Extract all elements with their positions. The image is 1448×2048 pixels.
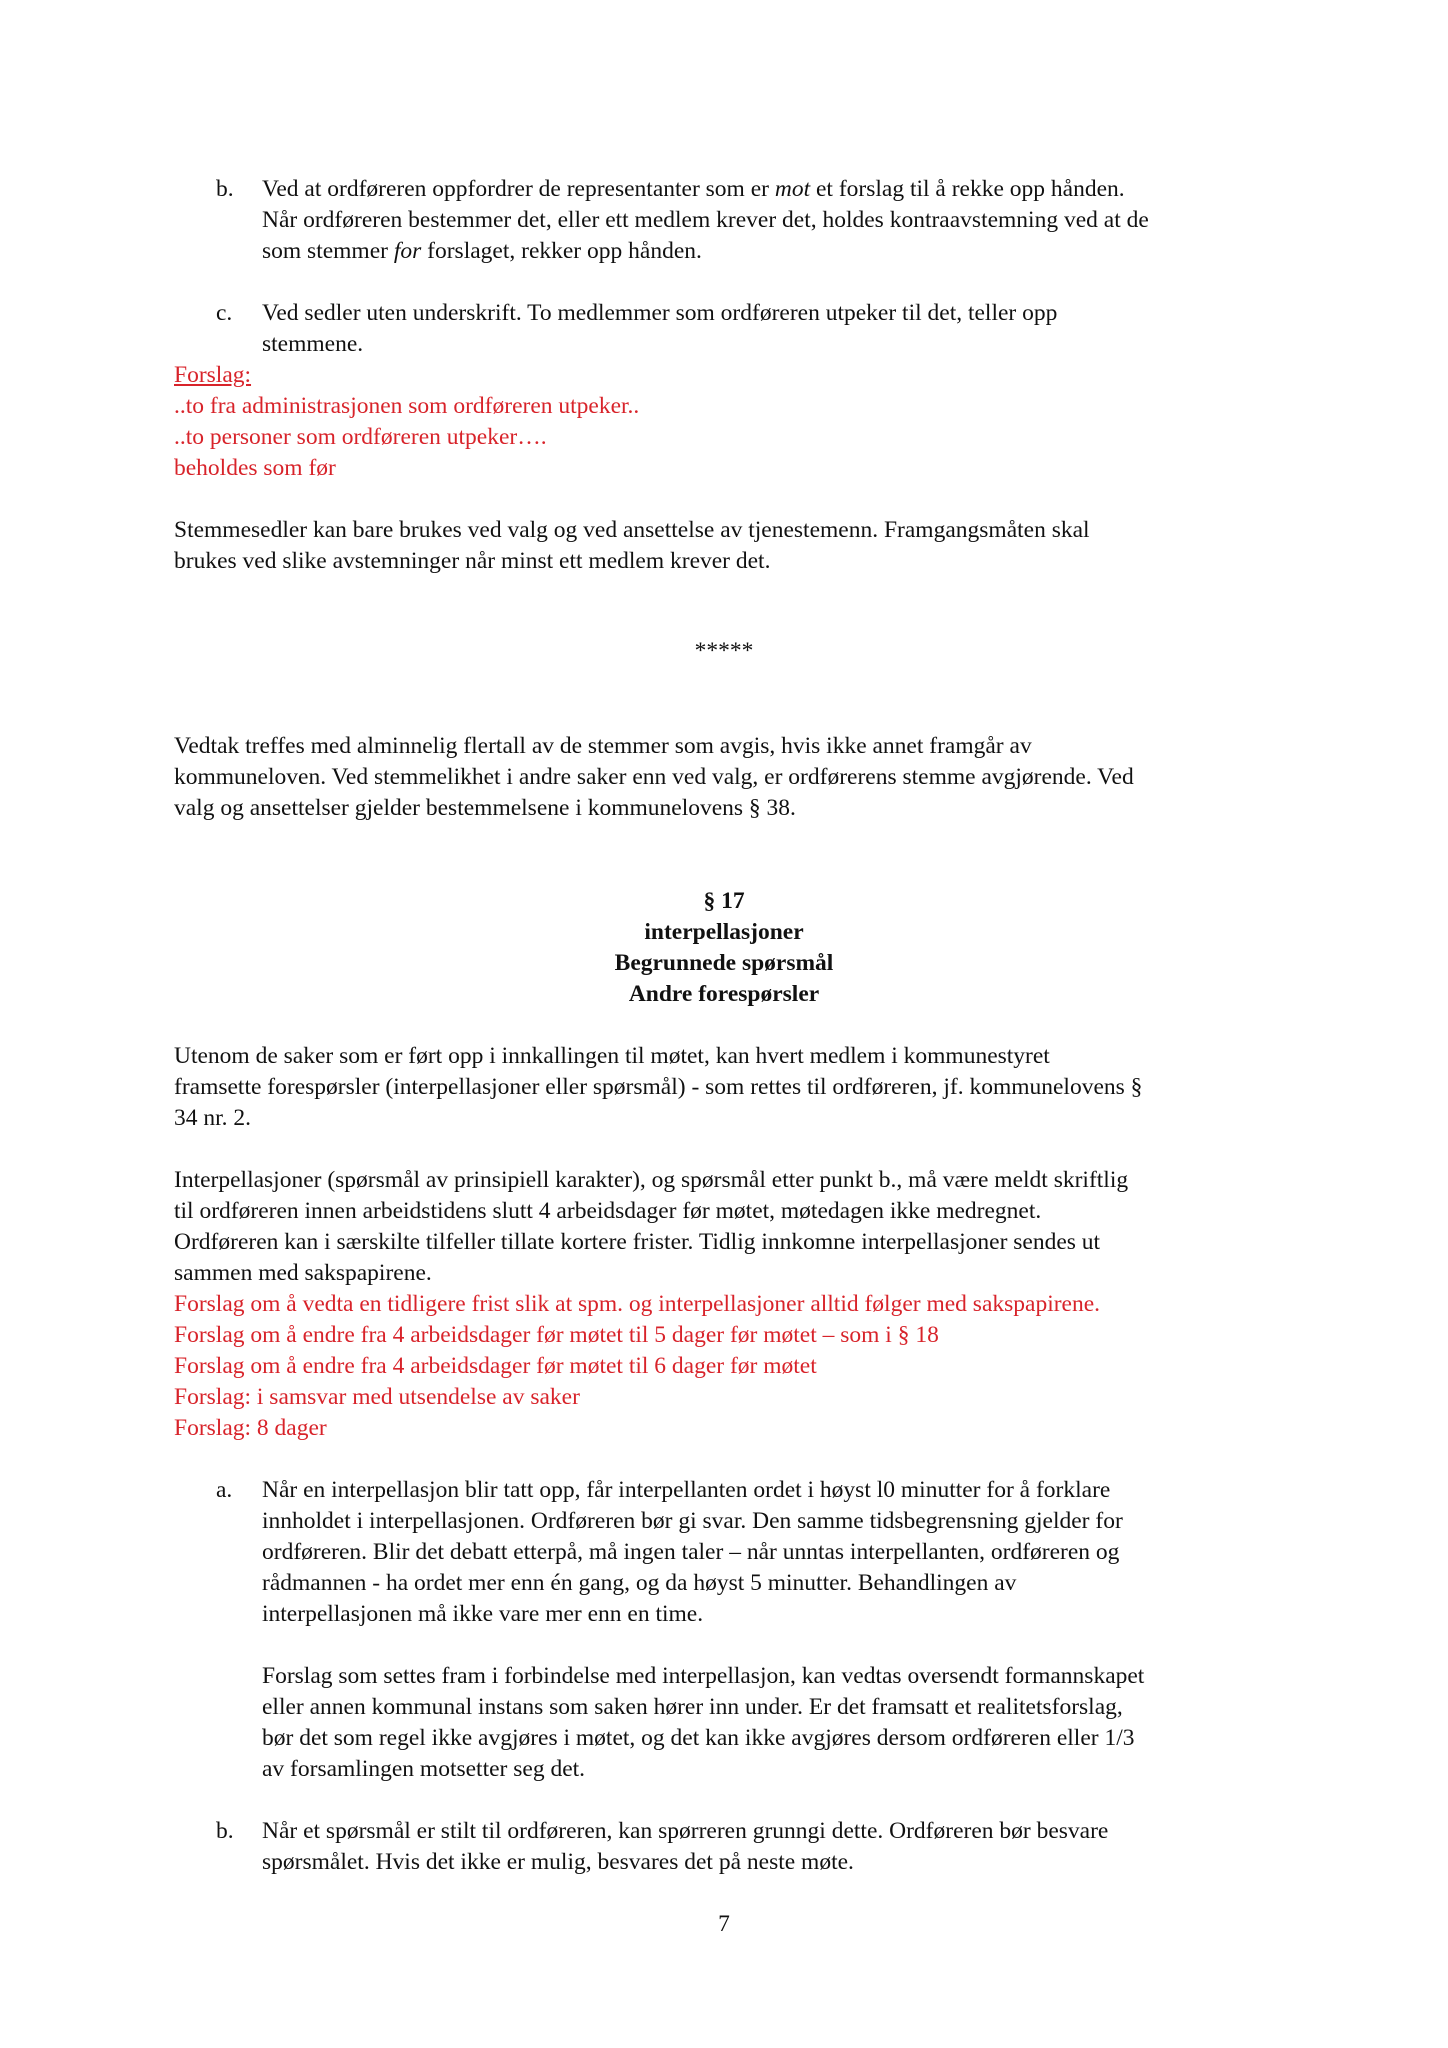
item-b-bottom-line: spørsmålet. Hvis det ikke er mulig, besvares det på neste møte. — [262, 1849, 854, 1875]
item-c-line-2: stemmene. — [262, 331, 364, 357]
section-title-line: Andre forespørsler — [628, 981, 820, 1007]
proposal-line: ..to personer som ordføreren utpeker…. — [174, 424, 547, 450]
proposal-line: Forslag: i samsvar med utsendelse av saker — [174, 1384, 580, 1410]
text-segment: forslaget, rekker opp hånden. — [421, 238, 702, 264]
page-number: 7 — [718, 1911, 730, 1937]
item-a-subparagraph-line: eller annen kommunal instans som saken hører inn under. Er det framsatt et realitetsforslag, — [262, 1694, 1123, 1720]
paragraph-line: framsette forespørsler (interpellasjoner eller spørsmål) - som rettes til ordføreren, jf. kommunelovens § — [174, 1074, 1143, 1100]
item-b-bottom-line: Når et spørsmål er stilt til ordføreren, kan spørreren grunngi dette. Ordføreren bør besvare — [262, 1818, 1109, 1844]
paragraph-line: sammen med sakspapirene. — [174, 1260, 432, 1286]
proposal-line: Forslag om å endre fra 4 arbeidsdager før møtet til 5 dager før møtet – som i § 18 — [174, 1322, 939, 1348]
emphasis-for: for — [393, 238, 422, 264]
proposal-line: ..to fra administrasjonen som ordføreren utpeker.. — [174, 393, 640, 419]
item-b-line-3 — [262, 236, 702, 267]
list-marker-c: c. — [216, 300, 233, 326]
proposal-line: Forslag om å endre fra 4 arbeidsdager før møtet til 6 dager før møtet — [174, 1353, 817, 1379]
list-marker-a: a. — [216, 1477, 233, 1503]
item-a-line: interpellasjonen må ikke vare mer enn en time. — [262, 1601, 704, 1627]
paragraph-line: til ordføreren innen arbeidstidens slutt 4 arbeidsdager før møtet, møtedagen ikke medregnet. — [174, 1198, 1042, 1224]
proposal-line: Forslag om å vedta en tidligere frist slik at spm. og interpellasjoner alltid følger med sakspapirene. — [174, 1291, 1101, 1317]
emphasis-mot: mot — [774, 176, 811, 202]
section-title-line: interpellasjoner — [644, 919, 804, 945]
item-a-subparagraph-line: Forslag som settes fram i forbindelse med interpellasjon, kan vedtas oversendt formannskapet — [262, 1663, 1145, 1689]
proposal-heading: Forslag: — [174, 362, 252, 388]
paragraph-line: brukes ved slike avstemninger når minst ett medlem krever det. — [174, 548, 771, 574]
paragraph-line: 34 nr. 2. — [174, 1105, 252, 1131]
proposal-line: Forslag: 8 dager — [174, 1415, 327, 1441]
text-segment: Ved at ordføreren oppfordrer de representanter som er — [262, 176, 775, 202]
paragraph-line: Stemmesedler kan bare brukes ved valg og ved ansettelse av tjenestemenn. Framgangsmåten skal — [174, 517, 1090, 543]
list-marker-b: b. — [216, 176, 234, 202]
paragraph-line: Vedtak treffes med alminnelig flertall av de stemmer som avgis, hvis ikke annet framgår av — [174, 733, 1032, 759]
section-number: § 17 — [703, 888, 745, 914]
text-segment: som stemmer — [262, 238, 394, 264]
item-a-line: innholdet i interpellasjonen. Ordføreren bør gi svar. Den samme tidsbegrensning gjelder for — [262, 1508, 1123, 1534]
text-segment: et forslag til å rekke opp hånden. — [810, 176, 1125, 202]
item-a-subparagraph-line: bør det som regel ikke avgjøres i møtet, og det kan ikke avgjøres dersom ordføreren eller 1/3 — [262, 1725, 1135, 1751]
item-a-line: Når en interpellasjon blir tatt opp, får interpellanten ordet i høyst l0 minutter for å forklare — [262, 1477, 1111, 1503]
item-b-line-1 — [262, 174, 1125, 205]
paragraph-line: Utenom de saker som er ført opp i innkallingen til møtet, kan hvert medlem i kommunestyret — [174, 1043, 1050, 1069]
paragraph-line: Ordføreren kan i særskilte tilfeller tillate kortere frister. Tidlig innkomne interpellasjoner sendes ut — [174, 1229, 1101, 1255]
paragraph-line: kommuneloven. Ved stemmelikhet i andre saker enn ved valg, er ordførerens stemme avgjørende. Ved — [174, 764, 1134, 790]
proposal-line: beholdes som før — [174, 455, 336, 481]
item-b-line-2: Når ordføreren bestemmer det, eller ett medlem krever det, holdes kontraavstemning ved at de — [262, 207, 1149, 233]
item-c-line-1: Ved sedler uten underskrift. To medlemmer som ordføreren utpeker til det, teller opp — [262, 300, 1058, 326]
list-marker-b: b. — [216, 1818, 234, 1844]
item-a-line: ordføreren. Blir det debatt etterpå, må ingen taler – når unntas interpellanten, ordføreren og — [262, 1539, 1120, 1565]
section-separator: ***** — [694, 638, 754, 664]
paragraph-line: Interpellasjoner (spørsmål av prinsipiell karakter), og spørsmål etter punkt b., må være meldt skriftlig — [174, 1167, 1129, 1193]
section-title-line: Begrunnede spørsmål — [614, 950, 834, 976]
item-a-line: rådmannen - ha ordet mer enn én gang, og da høyst 5 minutter. Behandlingen av — [262, 1570, 1017, 1596]
item-a-subparagraph-line: av forsamlingen motsetter seg det. — [262, 1756, 586, 1782]
paragraph-line: valg og ansettelser gjelder bestemmelsene i kommunelovens § 38. — [174, 795, 796, 821]
